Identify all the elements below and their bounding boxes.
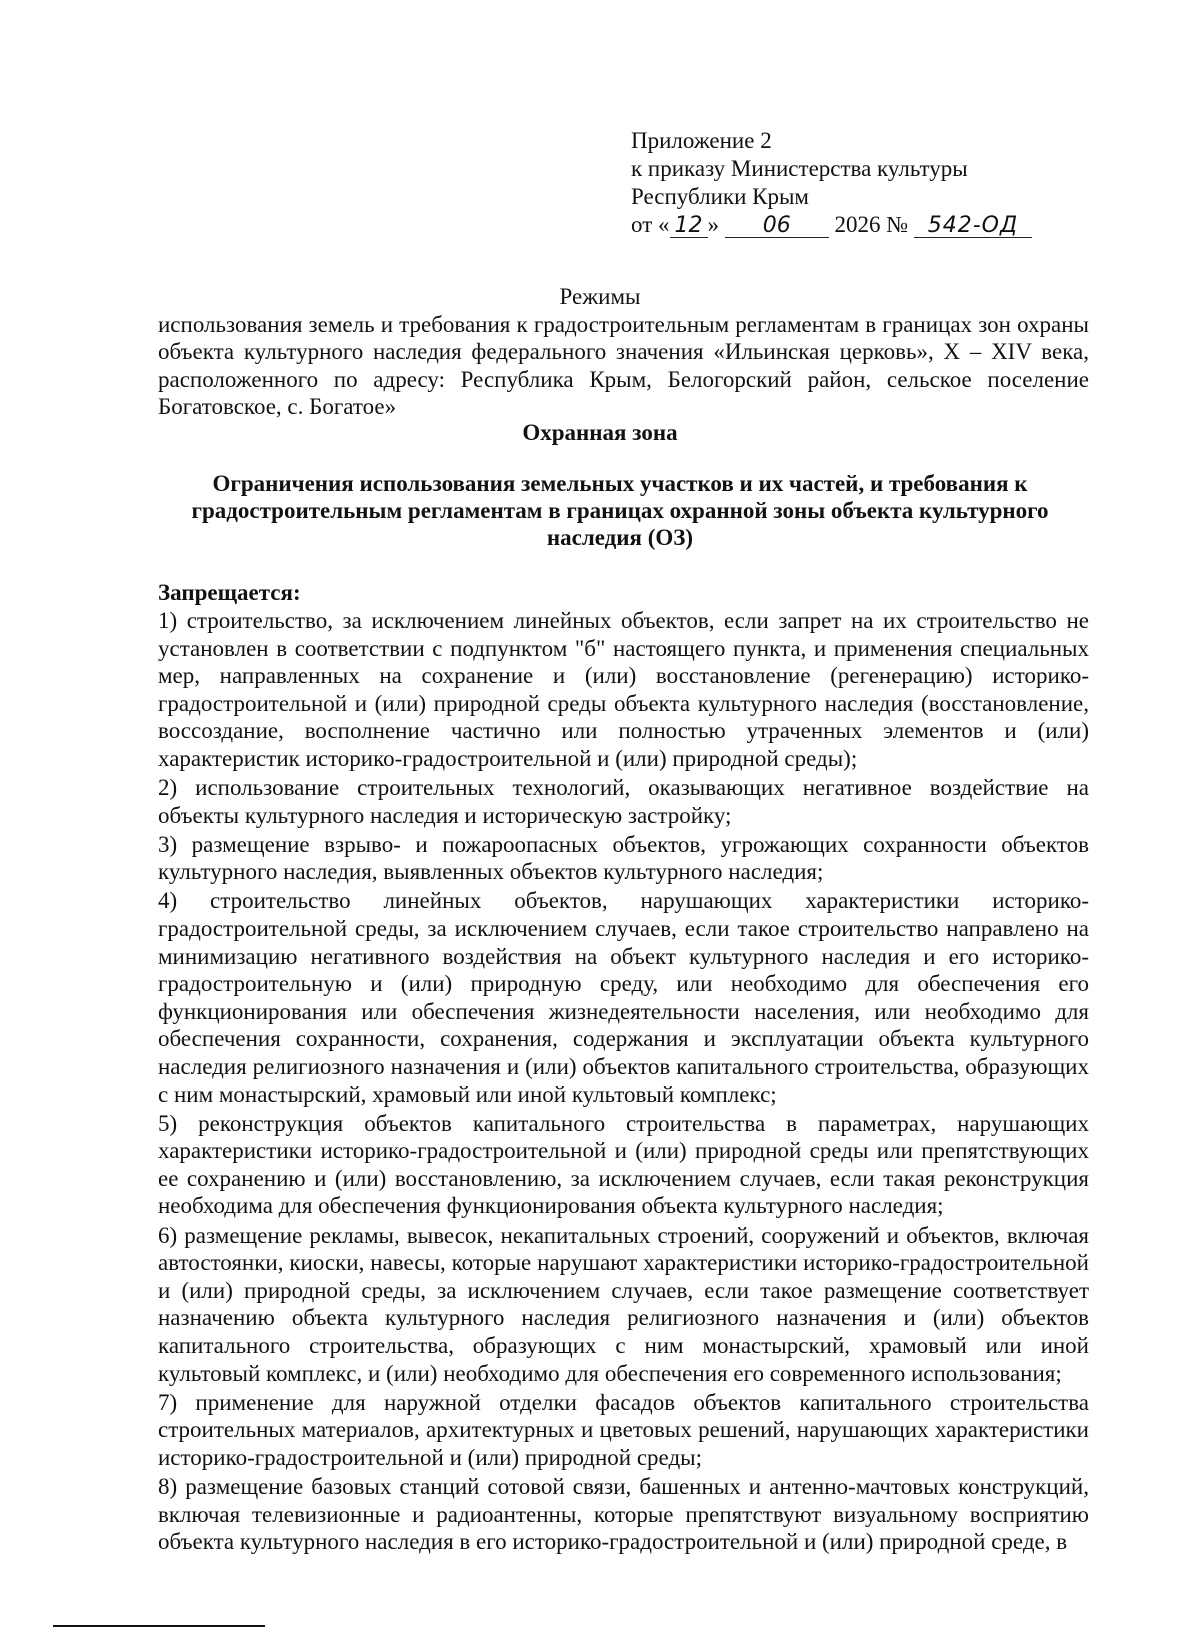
handwritten-month: 06 [725, 215, 829, 238]
document-heading: Режимы [559, 284, 641, 309]
forbidden-label: Запрещается: [158, 580, 301, 605]
handwritten-order-number: 542-ОД [914, 215, 1032, 238]
list-item: 4) строительство линейных объектов, нарушающих характеристики историко-градостроительной среды, за исключением случаев, если такое строительство направлено на минимизацию негативного воздействия на объект культурного наследия и его историко-градостроительную и (или) природную среду, или необходимо для обеспечения его функционирования или обеспечения жизнедеятельности населения, или необходимо для обеспечения сохранности, сохранения, содержания и эксплуатации объекта культурного наследия религиозного назначения и (или) объектов капитального строительства, образующих с ним монастырский, храмовый или иной культовый комплекс; [158, 888, 1089, 1107]
appendix-line-2: к приказу Министерства культуры [631, 156, 968, 181]
appendix-line-1: Приложение 2 [631, 128, 772, 153]
handwritten-day: 12 [670, 215, 708, 238]
zone-title: Охранная зона [522, 420, 678, 445]
list-item: 6) размещение рекламы, вывесок, некапитальных строений, сооружений и объектов, включая автостоянки, киоски, навесы, которые нарушают характеристики историко-градостроительной и (или) природной среды, за исключением случаев, если такое размещение соответствует назначению объекта культурного наследия религиозного назначения и (или) объектов капитального строительства, образующих с ним монастырский, храмовый или иной культовый комплекс, и (или) необходимо для обеспечения его современного использования; [158, 1222, 1089, 1386]
restrictions-list [158, 607, 1089, 1557]
list-item: 2) использование строительных технологий, оказывающих негативное воздействие на объекты культурного наследия и историческую застройку; [158, 775, 1089, 828]
list-item: 7) применение для наружной отделки фасадов объектов капитального строительства строительных материалов, архитектурных и цветовых решений, нарушающих характеристики историко-градостроительной и (или) природной среды; [158, 1389, 1089, 1470]
date-prefix: от « [631, 212, 670, 237]
appendix-header [631, 127, 1032, 239]
document-subtitle: использования земель и требования к градостроительным регламентам в границах зон охраны объекта культурного наследия федерального значения «Ильинская церковь», X – XIV века, расположенного по адресу: Республика Крым, Белогорский район, сельское поселение Богатовское, с. Богатое» [158, 312, 1089, 419]
list-item: 5) реконструкция объектов капитального строительства в параметрах, нарушающих характеристики историко-градостроительной и (или) природной среды или препятствующих ее сохранению и (или) восстановлению, за исключением случаев, если такая реконструкция необходима для обеспечения функционирования объекта культурного наследия; [158, 1110, 1089, 1219]
year-text: 2026 № [834, 212, 909, 237]
list-item: 1) строительство, за исключением линейных объектов, если запрет на их строительство не установлен в соответствии с подпунктом "б" настоящего пункта, и применения специальных мер, направленных на сохранение и (или) восстановление (регенерацию) историко-градостроительной и (или) природной среды объекта культурного наследия (восстановление, воссоздание, восполнение частично или полностью утраченных элементов и (или) характеристик историко-градостроительной и (или) природной среды); [158, 608, 1089, 771]
appendix-date-line [631, 211, 1032, 239]
appendix-line-3: Республики Крым [631, 184, 809, 209]
restrictions-title: Ограничения использования земельных участков и их частей, и требования к градостроительным регламентам в границах охранной зоны объекта культурного наследия (ОЗ) [191, 471, 1049, 550]
list-item: 8) размещение базовых станций сотовой связи, башенных и антенно-мачтовых конструкций, включая телевизионные и радиоантенны, которые препятствуют визуальному восприятию объекта культурного наследия в его историко-градостроительной и (или) природной среде, в [158, 1473, 1089, 1555]
footnote-divider [53, 1625, 265, 1627]
date-mid: » [707, 212, 719, 237]
list-item: 3) размещение взрыво- и пожароопасных объектов, угрожающих сохранности объектов культурного наследия, выявленных объектов культурного наследия; [158, 831, 1089, 885]
